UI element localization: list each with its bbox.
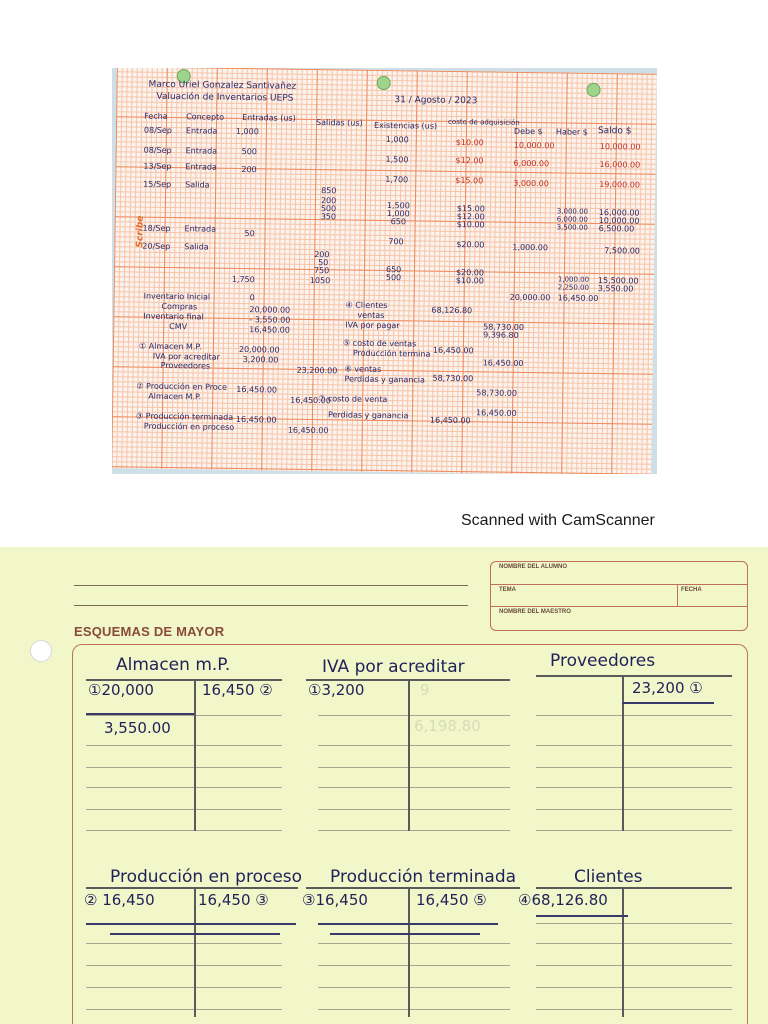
entry-line: ② Producción en Proce bbox=[136, 381, 228, 392]
row-concepto: Entrada bbox=[185, 146, 218, 156]
ruled-line bbox=[318, 965, 510, 966]
col-existencias: Existencias (us) bbox=[373, 120, 438, 131]
existencia-value: 1,500 bbox=[386, 201, 410, 211]
credit-entry: 23,200 ① bbox=[632, 679, 703, 697]
label-maestro: NOMBRE DEL MAESTRO bbox=[499, 609, 571, 615]
account-title: Proveedores bbox=[550, 651, 656, 671]
row-saldo: 19,000.00 bbox=[599, 179, 641, 190]
col-debe: Debe $ bbox=[513, 126, 543, 137]
row-concepto: Entrada bbox=[184, 224, 217, 234]
row-debe: 6,000.00 bbox=[513, 158, 550, 169]
row-entradas: 1,000 bbox=[235, 126, 259, 137]
summary-value: 16,450.00 bbox=[249, 325, 290, 335]
ruled-line bbox=[86, 1009, 282, 1010]
saldo-value: 16,000.00 bbox=[598, 207, 640, 218]
entry-value: 68,126.80 bbox=[431, 305, 473, 316]
existencia-value: 500 bbox=[385, 273, 402, 283]
account-title: Producción en proceso bbox=[110, 867, 303, 887]
entry-line: ③ Producción terminada bbox=[135, 411, 234, 422]
row-entradas: 50 bbox=[244, 229, 255, 239]
entry-line: Perdidas y ganancia bbox=[344, 374, 425, 385]
costo-value: $12.00 bbox=[456, 212, 485, 222]
row-concepto: Entrada bbox=[185, 162, 217, 172]
blank-line bbox=[74, 585, 468, 586]
sheet-date: 31 / Agosto / 2023 bbox=[394, 95, 478, 107]
entry-line: IVA por pagar bbox=[345, 320, 400, 331]
debit-entry: ①20,000 bbox=[88, 681, 154, 699]
existencia-value: 650 bbox=[385, 265, 402, 275]
debit-entry: ② 16,450 bbox=[84, 891, 155, 909]
entry-line: Almacen M.P. bbox=[148, 391, 202, 402]
camscanner-caption: Scanned with CamScanner bbox=[461, 512, 655, 529]
ghost-balance-entry: 6,198.80 bbox=[414, 717, 481, 735]
entry-value: 3,200.00 bbox=[242, 355, 279, 365]
summary-value: 20,000.00 bbox=[249, 305, 291, 315]
ruled-line bbox=[536, 987, 732, 988]
ruled-line bbox=[536, 943, 732, 944]
row-concepto: Salida bbox=[185, 180, 210, 190]
col-salidas: Salidas (us) bbox=[316, 118, 363, 128]
credit-entry: 16,450 ② bbox=[202, 681, 273, 699]
total-entradas: 1,750 bbox=[231, 274, 255, 285]
existencia-value: 1,000 bbox=[386, 209, 410, 219]
existencia-value: 650 bbox=[390, 217, 407, 227]
ruled-line bbox=[318, 943, 510, 944]
ruled-line bbox=[86, 987, 282, 988]
row-saldo: 7,500.00 bbox=[604, 246, 640, 256]
costo-value: $15.00 bbox=[456, 204, 485, 214]
row-fecha: 08/Sep bbox=[143, 145, 172, 156]
account-title: Almacen m.P. bbox=[116, 655, 231, 675]
entry-line: IVA por acreditar bbox=[152, 351, 220, 362]
entry-line: Proveedores bbox=[160, 360, 211, 371]
row-debe: 1,000.00 bbox=[512, 242, 549, 253]
closing-line bbox=[318, 923, 498, 925]
row-existencias: 1,500 bbox=[385, 155, 409, 165]
col-saldo: Saldo $ bbox=[597, 125, 632, 137]
ruled-line bbox=[86, 943, 282, 944]
row-fecha: 08/Sep bbox=[143, 125, 172, 136]
haber-value: 6,000.00 bbox=[556, 215, 588, 224]
col-costo: costo de adquisición bbox=[448, 117, 520, 127]
col-entradas: Entradas (us) bbox=[242, 113, 296, 123]
entry-value: 16,450.00 bbox=[290, 395, 331, 406]
entry-value: 16,450.00 bbox=[475, 408, 517, 418]
entry-value: 58,730.00 bbox=[476, 388, 518, 398]
ruled-line bbox=[536, 1009, 732, 1010]
t-account-top-line bbox=[536, 887, 732, 889]
row-entradas: 500 bbox=[241, 147, 257, 157]
ruled-line bbox=[536, 923, 732, 924]
credit-entry: 16,450 ③ bbox=[198, 891, 269, 909]
ruled-line bbox=[318, 1009, 510, 1010]
entry-value: 58,730.00 bbox=[432, 373, 474, 384]
row-concepto: Entrada bbox=[185, 126, 218, 136]
col-haber: Haber $ bbox=[555, 127, 588, 137]
debit-entry: ④68,126.80 bbox=[518, 891, 608, 909]
entry-value: 16,450.00 bbox=[236, 384, 278, 395]
ruled-line bbox=[536, 787, 732, 788]
costo-value: $10.00 bbox=[456, 220, 485, 230]
summary-label: CMV bbox=[169, 322, 188, 332]
summary-label: Inventario Inicial bbox=[143, 291, 211, 302]
punch-hole bbox=[30, 640, 52, 662]
salida-value: 750 bbox=[313, 266, 330, 276]
ghost-debit-entry: 9 bbox=[420, 681, 430, 699]
balance-underline bbox=[536, 915, 628, 917]
costo-value: $20.00 bbox=[455, 268, 485, 278]
credit-entry: 16,450 ⑤ bbox=[416, 891, 487, 909]
entry-line: ⑤ costo de ventas bbox=[342, 338, 417, 349]
ruled-line bbox=[536, 745, 732, 746]
debit-entry: ③16,450 bbox=[302, 891, 368, 909]
entry-value: 23,200.00 bbox=[296, 365, 338, 376]
box-divider bbox=[491, 584, 747, 585]
row-costo: $10.00 bbox=[455, 137, 484, 148]
entry-line: ⑦ costo de venta bbox=[318, 394, 388, 405]
balance-underline bbox=[622, 702, 714, 704]
salida-value: 50 bbox=[318, 258, 329, 268]
entry-value: 16,450.00 bbox=[482, 358, 524, 368]
ruled-line bbox=[318, 787, 510, 788]
closing-line bbox=[110, 933, 280, 935]
ruled-line bbox=[536, 767, 732, 768]
t-account-divider bbox=[194, 887, 196, 1017]
salida-value: 850 bbox=[321, 186, 337, 196]
ruled-line bbox=[536, 965, 732, 966]
entry-line: Perdidas y ganancia bbox=[327, 410, 409, 421]
t-account-divider bbox=[408, 679, 410, 831]
row-costo: $15.00 bbox=[455, 175, 484, 186]
ruled-line bbox=[86, 787, 282, 788]
row-saldo: 10,000.00 bbox=[599, 142, 641, 152]
summary-value: 0 bbox=[249, 293, 255, 303]
t-account-top-line bbox=[536, 675, 732, 677]
ruled-line bbox=[536, 715, 732, 716]
entry-line: Producción termina bbox=[352, 348, 431, 359]
row-saldo: 16,000.00 bbox=[599, 159, 641, 170]
binder-hole bbox=[377, 76, 391, 90]
summary-label: Inventario final bbox=[143, 311, 204, 322]
ruled-line bbox=[86, 767, 282, 768]
saldo-value: 3,550.00 bbox=[597, 283, 634, 294]
label-fecha: FECHA bbox=[681, 587, 702, 593]
row-costo: $12.00 bbox=[455, 155, 484, 166]
salida-value: 350 bbox=[320, 212, 337, 222]
section-title: ESQUEMAS DE MAYOR bbox=[74, 624, 225, 639]
account-title: Producción terminada bbox=[330, 867, 517, 887]
entry-value: 16,450.00 bbox=[235, 414, 277, 425]
haber-value: 3,000.00 bbox=[556, 207, 589, 216]
col-fecha: Fecha bbox=[144, 111, 168, 121]
debit-entry: ①3,200 bbox=[308, 681, 365, 699]
ruled-line bbox=[318, 767, 510, 768]
graph-paper bbox=[112, 68, 657, 474]
total-debe: 20,000.00 bbox=[509, 292, 551, 303]
label-alumno: NOMBRE DEL ALUMNO bbox=[499, 564, 567, 570]
entry-line: ① Almacen M.P. bbox=[138, 341, 202, 352]
box-divider bbox=[677, 584, 678, 606]
entry-value: 20,000.00 bbox=[238, 344, 280, 355]
closing-line bbox=[86, 923, 296, 925]
ruled-line bbox=[86, 745, 282, 746]
sheet-subject: Valuación de Inventarios UEPS bbox=[156, 91, 294, 104]
row-entradas: 200 bbox=[241, 164, 257, 175]
scanned-sheet bbox=[112, 68, 657, 474]
col-concepto: Concepto bbox=[186, 112, 225, 122]
t-account-divider bbox=[622, 675, 624, 831]
entry-value: 16,450.00 bbox=[287, 425, 329, 436]
haber-value: 1,000.00 bbox=[557, 275, 590, 284]
student-info-box bbox=[490, 561, 748, 631]
costo-value: $10.00 bbox=[455, 276, 484, 286]
ledger-box bbox=[72, 644, 748, 1024]
ruled-line bbox=[318, 987, 510, 988]
entry-line: ⑥ ventas bbox=[344, 364, 382, 374]
entry-line: ④ Clientes bbox=[345, 300, 388, 311]
saldo-value: 15,500.00 bbox=[597, 275, 639, 286]
t-account-top-line bbox=[306, 887, 520, 889]
salida-value: 200 bbox=[320, 196, 337, 206]
row-fecha: 13/Sep bbox=[143, 161, 172, 172]
ruled-line bbox=[318, 830, 510, 831]
summary-label: Compras bbox=[161, 301, 198, 312]
haber-value: 3,500.00 bbox=[556, 223, 588, 232]
row-debe: 3,000.00 bbox=[513, 178, 549, 189]
paper-brand-logo: Scribe bbox=[135, 215, 146, 248]
box-divider bbox=[491, 606, 747, 607]
entry-value: 16,450.00 bbox=[429, 415, 471, 426]
blank-line bbox=[74, 605, 468, 606]
t-account-divider bbox=[194, 679, 196, 831]
t-account-divider bbox=[408, 887, 410, 1017]
row-fecha: 20/Sep bbox=[142, 241, 171, 252]
row-debe: 10,000.00 bbox=[513, 140, 555, 151]
saldo-value: 6,500.00 bbox=[598, 223, 635, 234]
saldo-value: 10,000.00 bbox=[598, 215, 640, 226]
ruled-line bbox=[536, 809, 732, 810]
entry-line: ventas bbox=[357, 310, 385, 321]
salida-value: 1050 bbox=[309, 275, 331, 286]
entry-value: 58,730.00 bbox=[483, 322, 525, 332]
ruled-line bbox=[536, 830, 732, 831]
t-account-top-line bbox=[86, 887, 298, 889]
ruled-line bbox=[86, 965, 282, 966]
row-existencias: 1,000 bbox=[385, 135, 409, 145]
ruled-line bbox=[86, 715, 282, 716]
ruled-line bbox=[318, 715, 510, 716]
salida-value: 500 bbox=[320, 204, 337, 214]
salida-value: 200 bbox=[314, 250, 330, 260]
balance-underline bbox=[86, 713, 194, 715]
row-concepto: Salida bbox=[184, 242, 209, 252]
total-haber: 16,450.00 bbox=[557, 293, 599, 303]
ruled-line bbox=[86, 830, 282, 831]
ledger-form bbox=[0, 547, 768, 1024]
row-existencias: 1,700 bbox=[385, 175, 409, 185]
haber-value: 2,250.00 bbox=[557, 283, 590, 292]
closing-line bbox=[330, 933, 480, 935]
row-costo: $20.00 bbox=[456, 240, 485, 250]
ruled-line bbox=[318, 809, 510, 810]
entry-value: 9,396.80 bbox=[483, 330, 519, 340]
account-title: Clientes bbox=[574, 867, 643, 887]
label-tema: TEMA bbox=[499, 587, 516, 593]
binder-hole bbox=[586, 83, 600, 97]
t-account-divider bbox=[622, 887, 624, 1017]
entry-line: Producción en proceso bbox=[143, 421, 235, 432]
balance-entry: 3,550.00 bbox=[104, 719, 171, 737]
entry-value: 16,450.00 bbox=[432, 345, 474, 356]
row-fecha: 15/Sep bbox=[143, 179, 172, 190]
student-name: Marco Uriel Gonzalez Santivañez bbox=[148, 79, 297, 92]
row-existencias: 700 bbox=[388, 237, 404, 247]
account-title: IVA por acreditar bbox=[322, 657, 465, 677]
ruled-line bbox=[318, 745, 510, 746]
row-fecha: 18/Sep bbox=[142, 223, 171, 234]
summary-value: - 3,550.00 bbox=[249, 315, 291, 325]
ruled-line bbox=[86, 809, 282, 810]
